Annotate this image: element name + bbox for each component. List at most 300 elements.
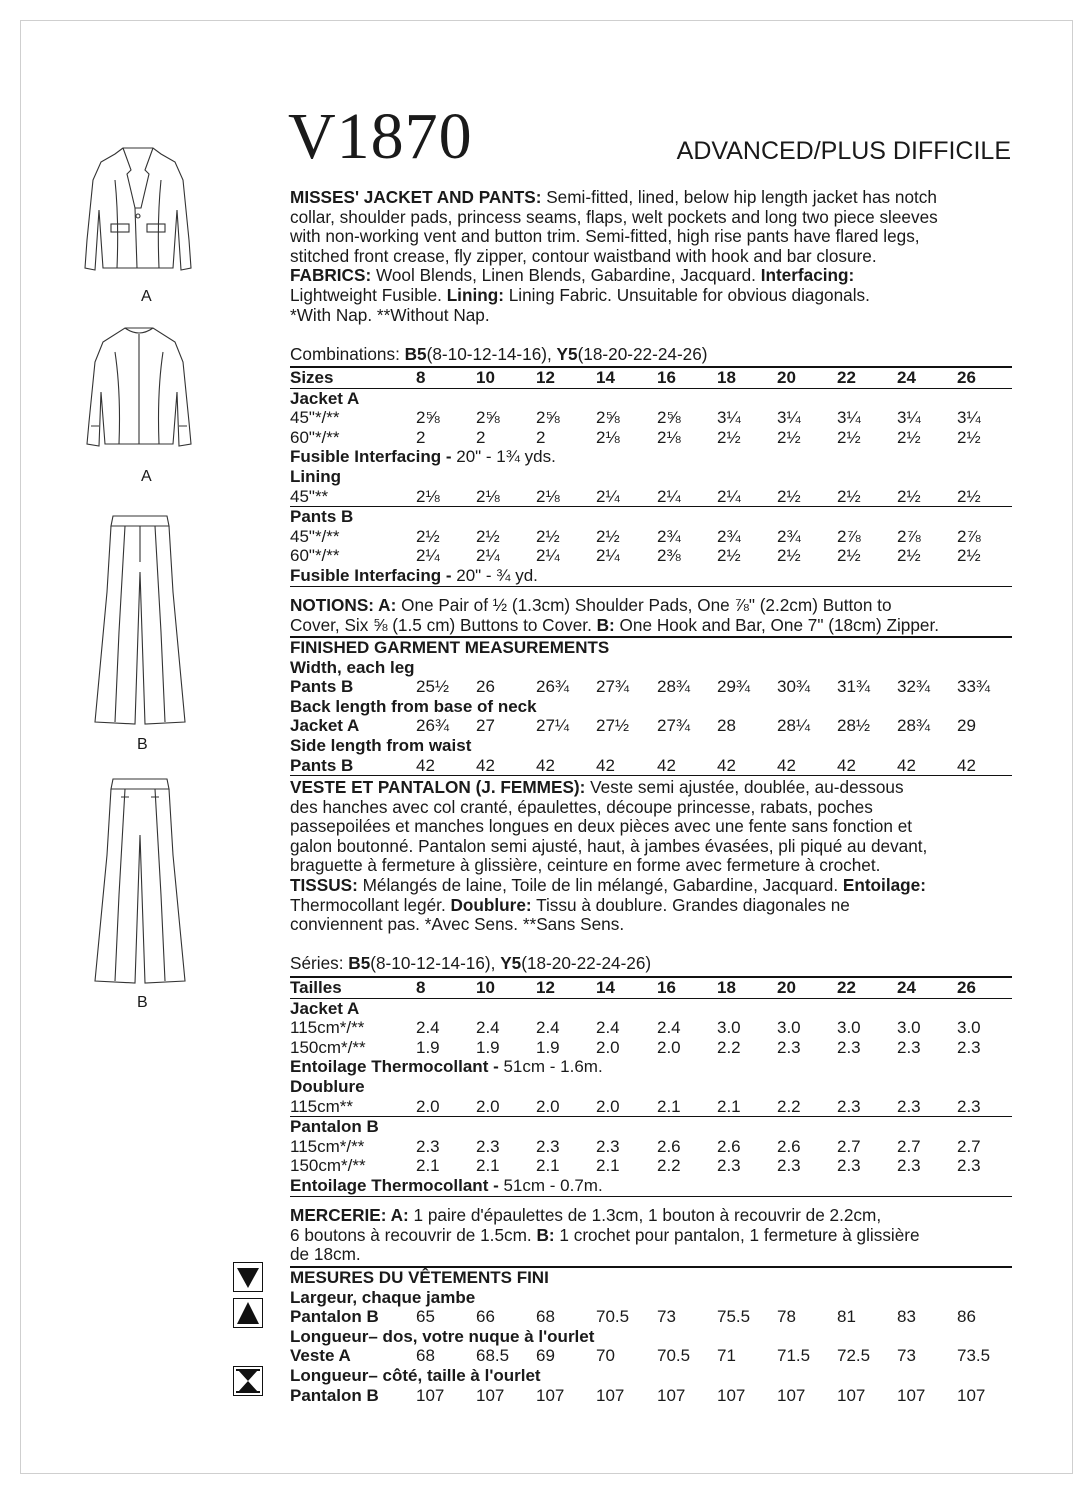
table-cell: 2.3 bbox=[416, 1136, 440, 1156]
table-cell: 107 bbox=[957, 1385, 986, 1405]
table-row bbox=[290, 1156, 1012, 1176]
row-label: 150cm*/** bbox=[290, 1037, 366, 1057]
row-detail: 51cm - 1.6m. bbox=[503, 1057, 603, 1077]
row-label-group bbox=[290, 1038, 366, 1058]
table-row bbox=[290, 566, 1012, 587]
text-line bbox=[290, 208, 1015, 228]
row-detail: 20" - ¾ yd. bbox=[456, 565, 538, 585]
table-cell: 2½ bbox=[416, 526, 440, 546]
table-cell: 24 bbox=[897, 978, 916, 997]
row-label-group bbox=[290, 716, 359, 736]
row-label-group bbox=[290, 638, 609, 658]
table-cell: 28¼ bbox=[777, 716, 811, 736]
text-line bbox=[290, 247, 1015, 267]
table-cell: 2.2 bbox=[717, 1037, 741, 1057]
table-row bbox=[290, 527, 1012, 547]
row-label-group bbox=[290, 736, 471, 756]
table-cell: 2½ bbox=[897, 427, 921, 447]
table-cell: 3¼ bbox=[957, 408, 981, 428]
table-row bbox=[290, 736, 1012, 756]
table-cell: 16 bbox=[657, 368, 676, 387]
size-range: (18-20-22-24-26) bbox=[521, 953, 652, 973]
table-cell: 14 bbox=[596, 978, 615, 997]
text-line bbox=[290, 306, 1015, 326]
table-cell: 2.0 bbox=[476, 1096, 500, 1116]
sketch-label: A bbox=[141, 468, 152, 485]
english-description bbox=[290, 188, 1015, 325]
size-range: (8-10-12-14-16), bbox=[370, 953, 501, 973]
english-combinations bbox=[290, 345, 1015, 365]
table-cell: 18 bbox=[717, 978, 736, 997]
sketch-label: B bbox=[137, 994, 148, 1011]
table-cell: 2⅛ bbox=[536, 486, 560, 506]
pattern-number: V1870 bbox=[288, 100, 473, 173]
text-line bbox=[290, 616, 1015, 636]
table-cell: 16 bbox=[657, 978, 676, 997]
table-cell: 28¾ bbox=[657, 677, 691, 697]
table-cell: 2¼ bbox=[596, 546, 620, 566]
row-label: 60"*/** bbox=[290, 427, 340, 447]
table-row bbox=[290, 1137, 1012, 1157]
text-run: Lining Fabric. Unsuitable for obvious diagonals. bbox=[503, 284, 870, 305]
row-label-group bbox=[290, 1327, 594, 1347]
table-cell: 31¾ bbox=[837, 677, 871, 697]
jacket-back-sketch bbox=[75, 322, 205, 462]
row-label-group bbox=[290, 1156, 366, 1176]
bold-heading: Doublure: bbox=[450, 894, 532, 915]
table-cell: 81 bbox=[837, 1307, 856, 1327]
text-run: Tissu à doublure. Grandes diagonales ne bbox=[531, 894, 850, 915]
text-line bbox=[290, 188, 1015, 208]
size-range-code: Y5 bbox=[500, 953, 522, 973]
table-cell: 2.6 bbox=[657, 1136, 681, 1156]
table-row bbox=[290, 428, 1012, 448]
table-row bbox=[290, 1057, 1012, 1077]
table-cell: 107 bbox=[596, 1385, 625, 1405]
table-cell: 22 bbox=[837, 978, 856, 997]
table-cell: 42 bbox=[657, 755, 676, 775]
table-cell: 22 bbox=[837, 368, 856, 387]
table-row bbox=[290, 467, 1012, 487]
table-cell: 68.5 bbox=[476, 1346, 510, 1366]
table-row bbox=[290, 1366, 1012, 1386]
row-label: Jacket A bbox=[290, 388, 360, 408]
table-cell: 2½ bbox=[476, 526, 500, 546]
row-label-group bbox=[290, 408, 340, 428]
table-cell: 27¼ bbox=[536, 716, 570, 736]
table-cell: 2.4 bbox=[476, 1018, 500, 1038]
table-cell: 2⅝ bbox=[596, 408, 620, 428]
row-label: Fusible Interfacing - bbox=[290, 565, 457, 585]
table-cell: 72.5 bbox=[837, 1346, 871, 1366]
row-label: Entoilage Thermocollant - bbox=[290, 1057, 504, 1077]
french-finished-measurements bbox=[290, 1266, 1012, 1405]
table-row bbox=[290, 976, 1012, 999]
bold-heading: Interfacing: bbox=[760, 265, 855, 286]
table-cell: 1.9 bbox=[536, 1037, 560, 1057]
table-row bbox=[290, 447, 1012, 467]
table-cell: 107 bbox=[657, 1385, 686, 1405]
table-cell: 107 bbox=[717, 1385, 746, 1405]
table-cell: 2 bbox=[536, 427, 546, 447]
table-cell: 2.1 bbox=[596, 1156, 620, 1176]
text-line bbox=[290, 896, 1015, 916]
row-label: Sizes bbox=[290, 368, 334, 387]
table-cell: 2½ bbox=[837, 427, 861, 447]
combinations-line bbox=[290, 954, 1015, 974]
table-row bbox=[290, 677, 1012, 697]
table-cell: 2.4 bbox=[416, 1018, 440, 1038]
table-cell: 26 bbox=[957, 368, 976, 387]
table-cell: 2.0 bbox=[596, 1096, 620, 1116]
table-row bbox=[290, 756, 1012, 777]
table-cell: 28 bbox=[717, 716, 736, 736]
table-row bbox=[290, 487, 1012, 508]
text-line bbox=[290, 817, 1015, 837]
table-row bbox=[290, 697, 1012, 717]
table-cell: 2⅞ bbox=[837, 526, 861, 546]
text-run: 1 paire d'épaulettes de 1.3cm, 1 bouton à recouvrir de 2.2cm, bbox=[408, 1205, 882, 1225]
table-cell: 2.7 bbox=[957, 1136, 981, 1156]
text-run: *With Nap. **Without Nap. bbox=[290, 304, 490, 325]
row-label: Jacket A bbox=[290, 998, 360, 1018]
table-cell: 2.0 bbox=[536, 1096, 560, 1116]
bold-heading: TISSUS: bbox=[290, 874, 358, 895]
row-label-group bbox=[290, 428, 340, 448]
row-label-group bbox=[290, 1307, 379, 1327]
table-cell: 2⅜ bbox=[657, 546, 681, 566]
row-label-group bbox=[290, 1346, 351, 1366]
table-cell: 2¾ bbox=[657, 526, 681, 546]
table-cell: 71 bbox=[717, 1346, 736, 1366]
table-cell: 2.0 bbox=[416, 1096, 440, 1116]
table-cell: 24 bbox=[897, 368, 916, 387]
table-cell: 30¾ bbox=[777, 677, 811, 697]
row-label-group bbox=[290, 677, 353, 697]
row-detail: 51cm - 0.7m. bbox=[503, 1175, 603, 1195]
table-cell: 2½ bbox=[777, 486, 801, 506]
table-cell: 2.3 bbox=[957, 1037, 981, 1057]
table-row bbox=[290, 1038, 1012, 1058]
table-cell: 10 bbox=[476, 978, 495, 997]
table-cell: 71.5 bbox=[777, 1346, 811, 1366]
table-cell: 73 bbox=[897, 1346, 916, 1366]
hourglass-icon bbox=[233, 1366, 263, 1396]
size-range-code: Y5 bbox=[556, 344, 578, 364]
table-cell: 27¾ bbox=[657, 716, 691, 736]
table-cell: 25½ bbox=[416, 677, 450, 697]
table-cell: 69 bbox=[536, 1346, 555, 1366]
table-cell: 70.5 bbox=[596, 1307, 630, 1327]
table-cell: 2¼ bbox=[416, 546, 440, 566]
text-line bbox=[290, 1245, 1015, 1265]
table-cell: 42 bbox=[476, 755, 495, 775]
table-cell: 33¾ bbox=[957, 677, 991, 697]
table-row bbox=[290, 1346, 1012, 1366]
text-line bbox=[290, 596, 1015, 616]
row-label: 150cm*/** bbox=[290, 1156, 366, 1176]
table-cell: 2.3 bbox=[596, 1136, 620, 1156]
bold-heading: FABRICS: bbox=[290, 265, 372, 286]
bold-heading: B: bbox=[536, 1224, 555, 1245]
up-triangle-icon bbox=[233, 1298, 263, 1328]
row-label: Back length from base of neck bbox=[290, 696, 537, 716]
table-row bbox=[290, 999, 1012, 1019]
table-row bbox=[290, 1266, 1012, 1288]
table-cell: 2.0 bbox=[657, 1037, 681, 1057]
table-row bbox=[290, 1307, 1012, 1327]
row-label: Entoilage Thermocollant - bbox=[290, 1175, 504, 1195]
table-cell: 2.3 bbox=[837, 1156, 861, 1176]
table-cell: 68 bbox=[536, 1307, 555, 1327]
text-run: conviennent pas. *Avec Sens. **Sans Sens. bbox=[290, 914, 625, 935]
row-label-group bbox=[290, 527, 340, 547]
table-cell: 42 bbox=[957, 755, 976, 775]
table-row bbox=[290, 1288, 1012, 1308]
french-series bbox=[290, 954, 1015, 974]
row-label: 45"*/** bbox=[290, 526, 340, 546]
table-cell: 2¼ bbox=[657, 486, 681, 506]
row-label: Veste A bbox=[290, 1346, 351, 1366]
row-label: 115cm*/** bbox=[290, 1018, 365, 1038]
french-description bbox=[290, 778, 1015, 935]
table-cell: 2⅝ bbox=[476, 408, 500, 428]
row-label-group bbox=[290, 1176, 603, 1196]
row-label: Pants B bbox=[290, 755, 354, 775]
table-cell: 2½ bbox=[777, 427, 801, 447]
table-cell: 2.2 bbox=[657, 1156, 681, 1176]
table-cell: 2⅝ bbox=[657, 408, 681, 428]
combinations-prefix: Combinations: bbox=[290, 344, 405, 364]
table-cell: 3¼ bbox=[837, 408, 861, 428]
row-label-group bbox=[290, 978, 342, 998]
table-row bbox=[290, 1386, 1012, 1406]
table-cell: 2½ bbox=[957, 546, 981, 566]
row-label-group bbox=[290, 1137, 364, 1157]
combinations-prefix: Séries: bbox=[290, 953, 349, 973]
text-line bbox=[290, 876, 1015, 896]
table-cell: 2.2 bbox=[777, 1096, 801, 1116]
row-label-group bbox=[290, 1057, 603, 1077]
row-label: Pants B bbox=[290, 507, 354, 527]
table-cell: 2½ bbox=[897, 486, 921, 506]
text-run: des hanches avec col cranté, épaulettes, découpe princesse, rabats, poches bbox=[290, 796, 873, 817]
table-cell: 2.3 bbox=[837, 1096, 861, 1116]
table-cell: 2½ bbox=[777, 546, 801, 566]
table-cell: 2.3 bbox=[957, 1096, 981, 1116]
row-label: Tailles bbox=[290, 978, 342, 997]
row-label-group bbox=[290, 1386, 379, 1406]
text-line bbox=[290, 798, 1015, 818]
table-cell: 107 bbox=[416, 1385, 445, 1405]
table-cell: 2.3 bbox=[897, 1037, 921, 1057]
table-cell: 42 bbox=[897, 755, 916, 775]
table-cell: 2.3 bbox=[897, 1096, 921, 1116]
table-cell: 2.3 bbox=[777, 1156, 801, 1176]
text-run: Cover, Six ⅝ (1.5 cm) Buttons to Cover. bbox=[290, 614, 597, 635]
row-label: Pants B bbox=[290, 677, 354, 697]
table-cell: 2.4 bbox=[657, 1018, 681, 1038]
table-cell: 2¾ bbox=[777, 526, 801, 546]
text-line bbox=[290, 837, 1015, 857]
table-row bbox=[290, 1176, 1012, 1197]
row-label: Lining bbox=[290, 466, 341, 486]
table-cell: 107 bbox=[536, 1385, 565, 1405]
row-label-group bbox=[290, 1366, 541, 1386]
text-run: collar, shoulder pads, princess seams, flaps, welt pockets and long two piece sleeves bbox=[290, 206, 938, 227]
table-cell: 68 bbox=[416, 1346, 435, 1366]
table-row bbox=[290, 366, 1012, 389]
table-cell: 20 bbox=[777, 978, 796, 997]
text-line bbox=[290, 778, 1015, 798]
table-cell: 2¼ bbox=[476, 546, 500, 566]
table-cell: 12 bbox=[536, 978, 555, 997]
row-label-group bbox=[290, 999, 359, 1019]
table-cell: 3¼ bbox=[897, 408, 921, 428]
table-cell: 2.6 bbox=[717, 1136, 741, 1156]
row-label-group bbox=[290, 368, 333, 388]
text-run: de 18cm. bbox=[290, 1244, 361, 1265]
row-label: Doublure bbox=[290, 1076, 365, 1096]
table-cell: 2.4 bbox=[536, 1018, 560, 1038]
row-label-group bbox=[290, 507, 353, 527]
row-label: Side length from waist bbox=[290, 735, 472, 755]
table-cell: 3¼ bbox=[777, 408, 801, 428]
table-cell: 27½ bbox=[596, 716, 630, 736]
bold-heading: Entoilage: bbox=[842, 874, 926, 895]
size-range: (8-10-12-14-16), bbox=[426, 344, 557, 364]
table-cell: 86 bbox=[957, 1307, 976, 1327]
table-cell: 2.3 bbox=[476, 1136, 500, 1156]
row-label: Pantalon B bbox=[290, 1385, 379, 1405]
table-cell: 2¼ bbox=[536, 546, 560, 566]
table-cell: 2½ bbox=[596, 526, 620, 546]
table-cell: 18 bbox=[717, 368, 736, 387]
table-cell: 2.4 bbox=[596, 1018, 620, 1038]
english-notions bbox=[290, 596, 1015, 635]
table-cell: 3.0 bbox=[897, 1018, 921, 1038]
table-cell: 2½ bbox=[837, 486, 861, 506]
pants-back-sketch bbox=[85, 775, 195, 990]
row-label: FINISHED GARMENT MEASUREMENTS bbox=[290, 638, 610, 657]
text-run: galon boutonné. Pantalon semi ajusté, haut, à jambes évasées, pli piqué au devant, bbox=[290, 835, 928, 856]
bold-heading: MERCERIE: A: bbox=[290, 1205, 409, 1225]
text-line bbox=[290, 266, 1015, 286]
table-cell: 73.5 bbox=[957, 1346, 991, 1366]
row-label: Pantalon B bbox=[290, 1307, 379, 1327]
table-cell: 3.0 bbox=[957, 1018, 981, 1038]
table-cell: 2⅛ bbox=[416, 486, 440, 506]
size-range-code: B5 bbox=[404, 344, 427, 364]
table-cell: 75.5 bbox=[717, 1307, 751, 1327]
table-cell: 2⅞ bbox=[897, 526, 921, 546]
row-label-group bbox=[290, 447, 556, 467]
table-cell: 26 bbox=[957, 978, 976, 997]
row-label-group bbox=[290, 566, 538, 586]
bold-heading: MISSES' JACKET AND PANTS: bbox=[290, 187, 542, 207]
text-run: braguette à fermeture à glissière, ceinture en forme avec fermeture à crochet. bbox=[290, 855, 881, 876]
table-cell: 2.3 bbox=[717, 1156, 741, 1176]
text-run: Wool Blends, Linen Blends, Gabardine, Jacquard. bbox=[371, 265, 761, 286]
table-cell: 2½ bbox=[957, 427, 981, 447]
table-cell: 20 bbox=[777, 368, 796, 387]
table-cell: 2½ bbox=[536, 526, 560, 546]
table-row bbox=[290, 658, 1012, 678]
french-notions bbox=[290, 1206, 1015, 1265]
bold-heading: B: bbox=[596, 614, 615, 635]
text-run: 6 boutons à recouvrir de 1.5cm. bbox=[290, 1224, 537, 1245]
table-cell: 28½ bbox=[837, 716, 871, 736]
table-cell: 2.1 bbox=[657, 1096, 681, 1116]
table-cell: 2 bbox=[476, 427, 486, 447]
table-cell: 2.7 bbox=[897, 1136, 921, 1156]
table-cell: 107 bbox=[476, 1385, 505, 1405]
text-run: Lightweight Fusible. bbox=[290, 284, 447, 305]
table-cell: 2¾ bbox=[717, 526, 741, 546]
row-label: Longueur– côté, taille à l'ourlet bbox=[290, 1365, 541, 1385]
table-row bbox=[290, 1327, 1012, 1347]
table-cell: 26 bbox=[476, 677, 495, 697]
table-cell: 2½ bbox=[957, 486, 981, 506]
row-label: Longueur– dos, votre nuque à l'ourlet bbox=[290, 1326, 595, 1346]
row-detail: 20" - 1¾ yds. bbox=[456, 447, 556, 467]
table-cell: 2⅝ bbox=[536, 408, 560, 428]
text-line bbox=[290, 1206, 1015, 1226]
table-cell: 42 bbox=[717, 755, 736, 775]
bold-heading: VESTE ET PANTALON (J. FEMMES): bbox=[290, 777, 586, 797]
table-cell: 2⅛ bbox=[657, 427, 681, 447]
row-label-group bbox=[290, 658, 415, 678]
text-line bbox=[290, 1226, 1015, 1246]
row-label: 45"*/** bbox=[290, 408, 340, 428]
english-yardage-table bbox=[290, 366, 1012, 587]
row-label: 115cm*/** bbox=[290, 1136, 365, 1156]
text-line bbox=[290, 286, 1015, 306]
bold-heading: NOTIONS: A: bbox=[290, 595, 397, 615]
text-run: Thermocollant legér. bbox=[290, 894, 451, 915]
table-cell: 29 bbox=[957, 716, 976, 736]
row-label-group bbox=[290, 1097, 353, 1117]
text-run: One Pair of ½ (1.3cm) Shoulder Pads, One ⅞" (2.2cm) Button to bbox=[396, 595, 892, 615]
table-cell: 2⅞ bbox=[957, 526, 981, 546]
table-cell: 65 bbox=[416, 1307, 435, 1327]
table-cell: 1.9 bbox=[416, 1037, 440, 1057]
table-cell: 42 bbox=[596, 755, 615, 775]
table-cell: 2½ bbox=[717, 546, 741, 566]
sketch-label: B bbox=[137, 736, 148, 753]
table-cell: 2.1 bbox=[416, 1156, 440, 1176]
row-label-group bbox=[290, 1288, 475, 1308]
row-label-group bbox=[290, 1077, 365, 1097]
row-label: MESURES DU VÊTEMENTS FINI bbox=[290, 1268, 549, 1287]
table-cell: 2.1 bbox=[717, 1096, 741, 1116]
row-label-group bbox=[290, 1268, 549, 1288]
french-yardage-table bbox=[290, 976, 1012, 1197]
row-label: Fusible Interfacing - bbox=[290, 447, 457, 467]
table-row bbox=[290, 1077, 1012, 1097]
text-run: Semi-fitted, lined, below hip length jacket has notch bbox=[541, 187, 937, 207]
table-cell: 78 bbox=[777, 1307, 796, 1327]
table-cell: 70 bbox=[596, 1346, 615, 1366]
row-label: 115cm** bbox=[290, 1096, 353, 1116]
row-label-group bbox=[290, 546, 340, 566]
table-row bbox=[290, 507, 1012, 527]
table-cell: 2.3 bbox=[536, 1136, 560, 1156]
row-label: Largeur, chaque jambe bbox=[290, 1287, 476, 1307]
table-row bbox=[290, 389, 1012, 409]
table-cell: 29¾ bbox=[717, 677, 751, 697]
table-cell: 14 bbox=[596, 368, 615, 387]
